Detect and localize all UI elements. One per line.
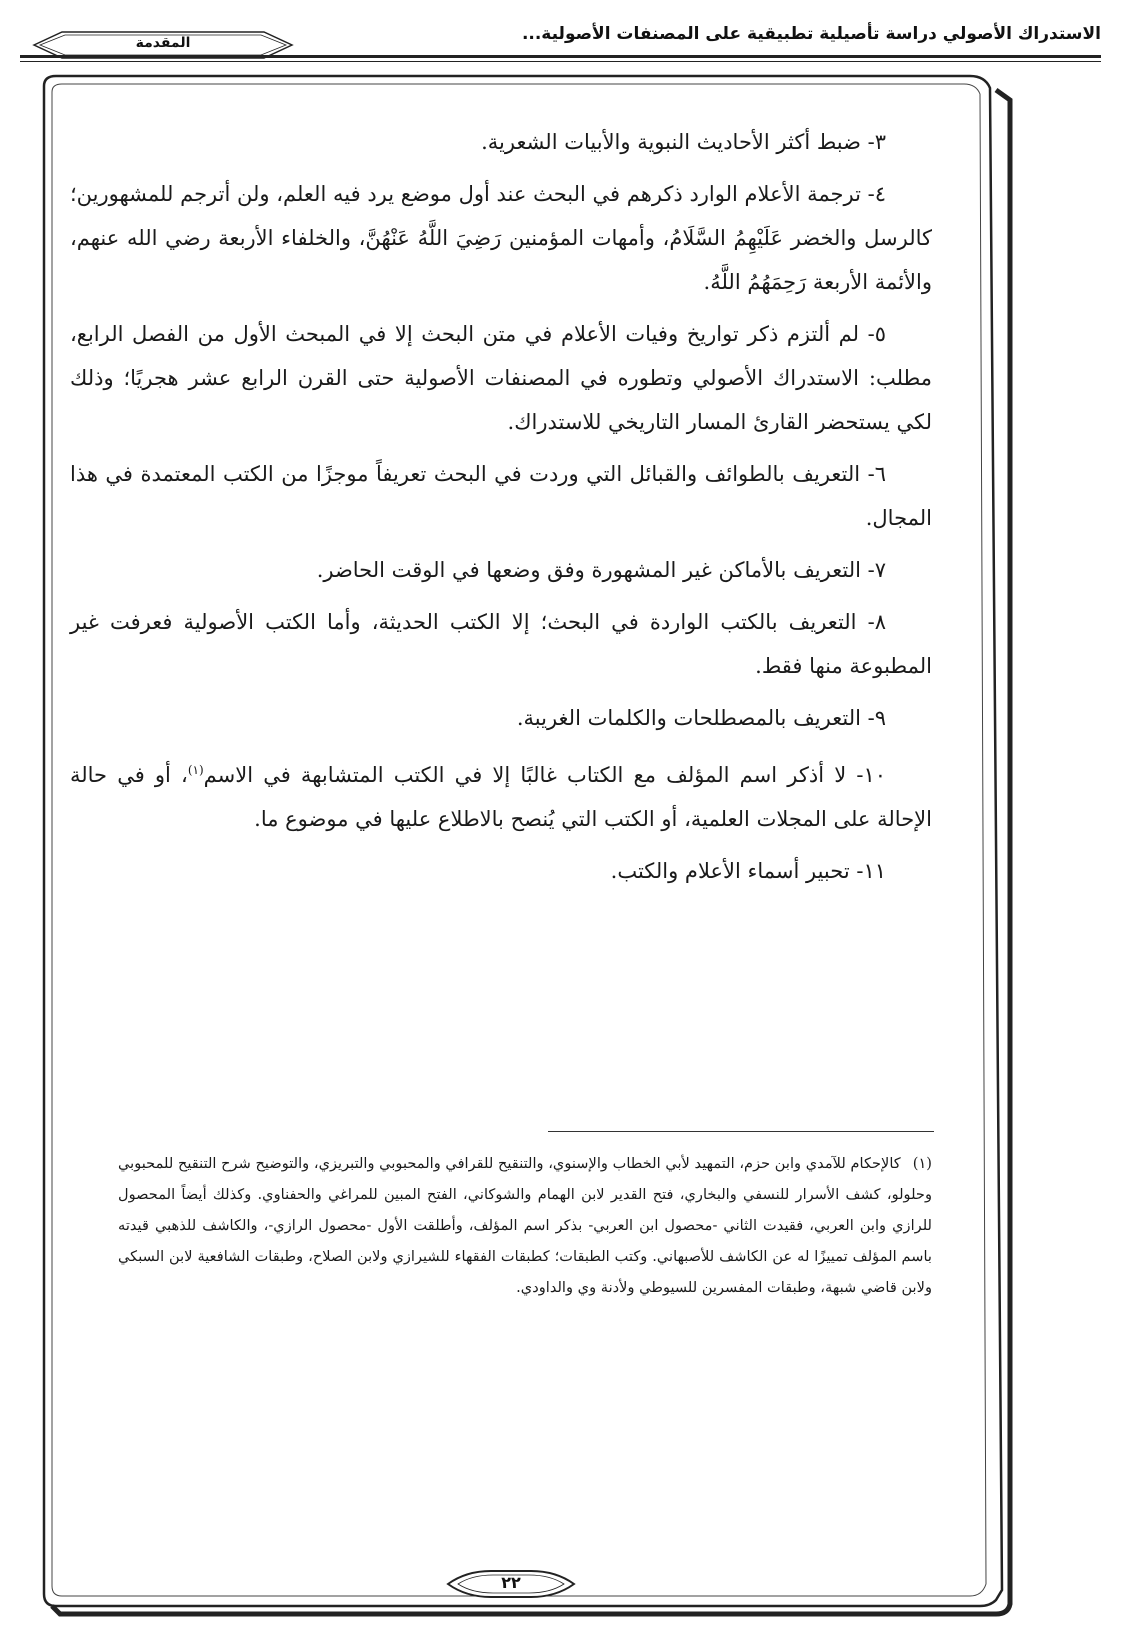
footnote-text: كالإحكام للآمدي وابن حزم، التمهيد لأبي الخطاب والإسنوي، والتنقيح للقرافي والمحبوبي والتبريزي، والتوضيح شرح التنقيح للمحبوبي وحلولو، كشف الأسرار للنسفي والبخاري، فتح القدير لابن الهمام والشوكاني، الفتح المبين للمراغي والحفناوي. وكذلك أيضاً المحصول للرازي وابن العربي، فقيدت الثاني -محصول ابن العربي- بذكر اسم المؤلف، وأطلقت الأول -محصول الرازي-، والكاشف للذهبي قيدته باسم المؤلف تمييزًا له عن الكاشف للأصبهاني. وكتب الطبقات؛ كطبقات الفقهاء للشيرازي ولابن الصلاح، وطبقات الشافعية لابن السبكي ولابن قاضي شبهة، وطبقات المفسرين للسيوطي ولأدنة وي والداودي. [118, 1155, 932, 1296]
list-item: ٩- التعريف بالمصطلحات والكلمات الغريبة. [516, 706, 886, 730]
footnote-mark: (١) [912, 1155, 932, 1172]
page-number: ٢٢ [501, 1573, 521, 1592]
list-item: ٦- التعريف بالطوائف والقبائل التي وردت في البحث تعريفاً موجزًا من الكتب المعتمدة في هذا المجال. [70, 462, 932, 530]
footnote [118, 1148, 932, 1303]
footnote-divider [548, 1131, 934, 1132]
section-label: المقدمة [135, 35, 191, 51]
page-header [20, 0, 1101, 70]
book-title: الاستدراك الأصولي دراسة تأصيلية تطبيقية على المصنفات الأصولية... [521, 24, 1101, 44]
list-item: ٨- التعريف بالكتب الواردة في البحث؛ إلا الكتب الحديثة، وأما الكتب الأصولية فعرفت غير المطبوعة منها فقط. [70, 610, 932, 678]
page-number-badge [446, 1568, 576, 1600]
footnote-ref[interactable]: (١) [187, 763, 204, 777]
item10-text: ١٠- لا أذكر اسم المؤلف مع الكتاب غالبًا إلا في الكتب المتشابهة في الاسم [203, 763, 886, 787]
header-rule-thin [20, 61, 1101, 62]
list-item: ٥- لم ألتزم ذكر تواريخ وفيات الأعلام في متن البحث إلا في المبحث الأول من الفصل الرابع، مطلب: الاستدراك الأصولي وتطوره في المصنفات الأصولية حتى القرن الرابع عشر هجريًا؛ وذلك لكي يستحضر القارئ المسار التاريخي للاستدراك. [70, 322, 932, 434]
main-text [70, 120, 932, 901]
item10-rest: ، أو في حالة الإحالة على المجلات العلمية، أو الكتب التي يُنصح بالاطلاع عليها في موضوع ما. [70, 763, 932, 831]
list-item: ٣- ضبط أكثر الأحاديث النبوية والأبيات الشعرية. [481, 130, 886, 154]
list-item: ٤- ترجمة الأعلام الوارد ذكرهم في البحث عند أول موضع يرد فيه العلم، ولن أترجم للمشهورين؛ كالرسل والخضر عَلَيْهِمُ السَّلَامُ، وأمهات المؤمنين رَضِيَ اللَّهُ عَنْهُنَّ، والخلفاء الأربعة رضي الله عنهم، والأئمة الأربعة رَحِمَهُمُ اللَّهُ. [70, 182, 932, 294]
list-item-10 [70, 748, 932, 841]
header-rule [20, 55, 1101, 58]
list-item: ٧- التعريف بالأماكن غير المشهورة وفق وضعها في الوقت الحاضر. [316, 558, 886, 582]
list-item-11: ١١- تحبير أسماء الأعلام والكتب. [610, 859, 886, 883]
